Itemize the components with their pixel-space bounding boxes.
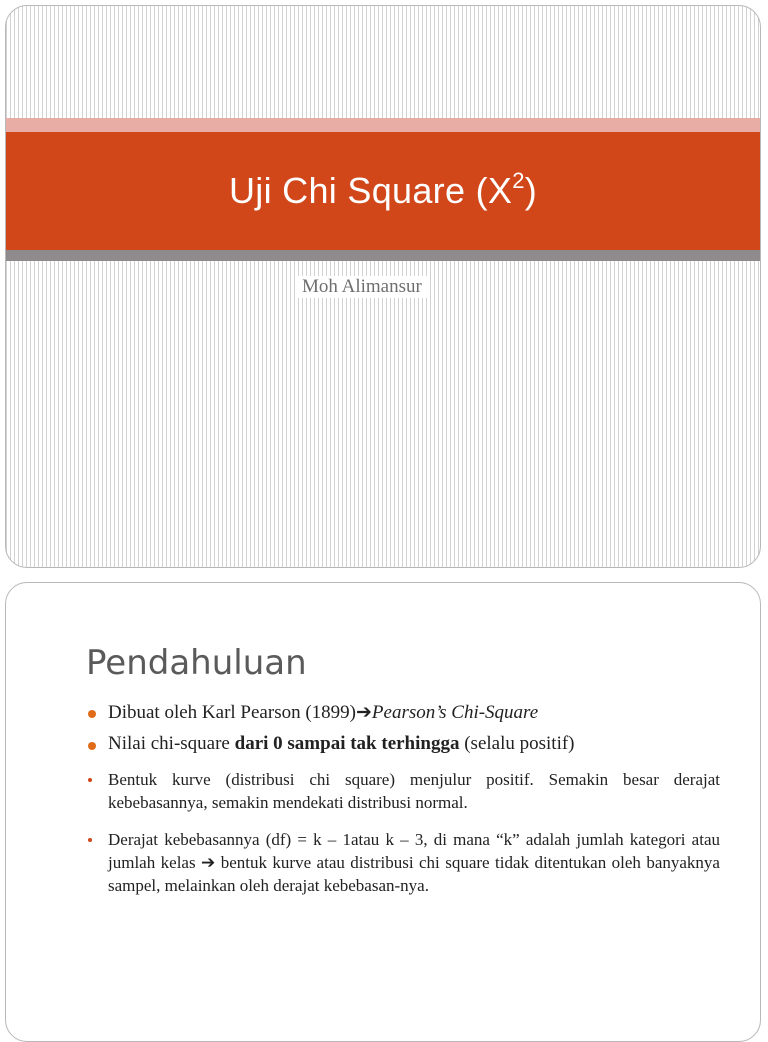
title-superscript: 2 <box>512 168 525 193</box>
slide-subtitle: Moh Alimansur <box>296 276 428 298</box>
accent-band-top <box>6 118 760 132</box>
bullet-icon <box>88 778 92 782</box>
slide-title <box>5 5 761 568</box>
arrow-right-icon: ➔ <box>201 852 216 873</box>
subbullet-item-2: Derajat kebebasannya (df) = k – 1atau k – 3, di mana “k” adalah jumlah kategori atau jumlah kelas ➔ bentuk kurve atau distribusi chi square tidak ditentukan oleh banyaknya sampel, melainkan oleh derajat kebebasan-nya. <box>88 829 720 898</box>
title-band <box>6 132 760 250</box>
slide-title-text: Uji Chi Square $(X^2)$ <box>228 168 538 211</box>
bullet-item-2: Nilai chi-square dari 0 sampai tak terhingga (selalu positif) <box>86 733 722 755</box>
bullet-icon <box>88 742 96 750</box>
slide-introduction <box>5 582 761 1042</box>
slide-heading: Pendahuluan <box>86 643 307 683</box>
bullet-icon <box>88 710 96 718</box>
accent-band-bottom <box>6 250 760 261</box>
arrow-right-icon: ➔ <box>356 701 372 723</box>
bullet-icon <box>88 838 92 842</box>
subbullet-item-1: Bentuk kurve (distribusi chi square) menjulur positif. Semakin besar derajat kebebasannya, semakin mendekati distribusi normal. <box>88 769 720 815</box>
bullet-item-1: Dibuat oleh Karl Pearson (1899)➔Pearson’s Chi-Square <box>86 701 722 724</box>
